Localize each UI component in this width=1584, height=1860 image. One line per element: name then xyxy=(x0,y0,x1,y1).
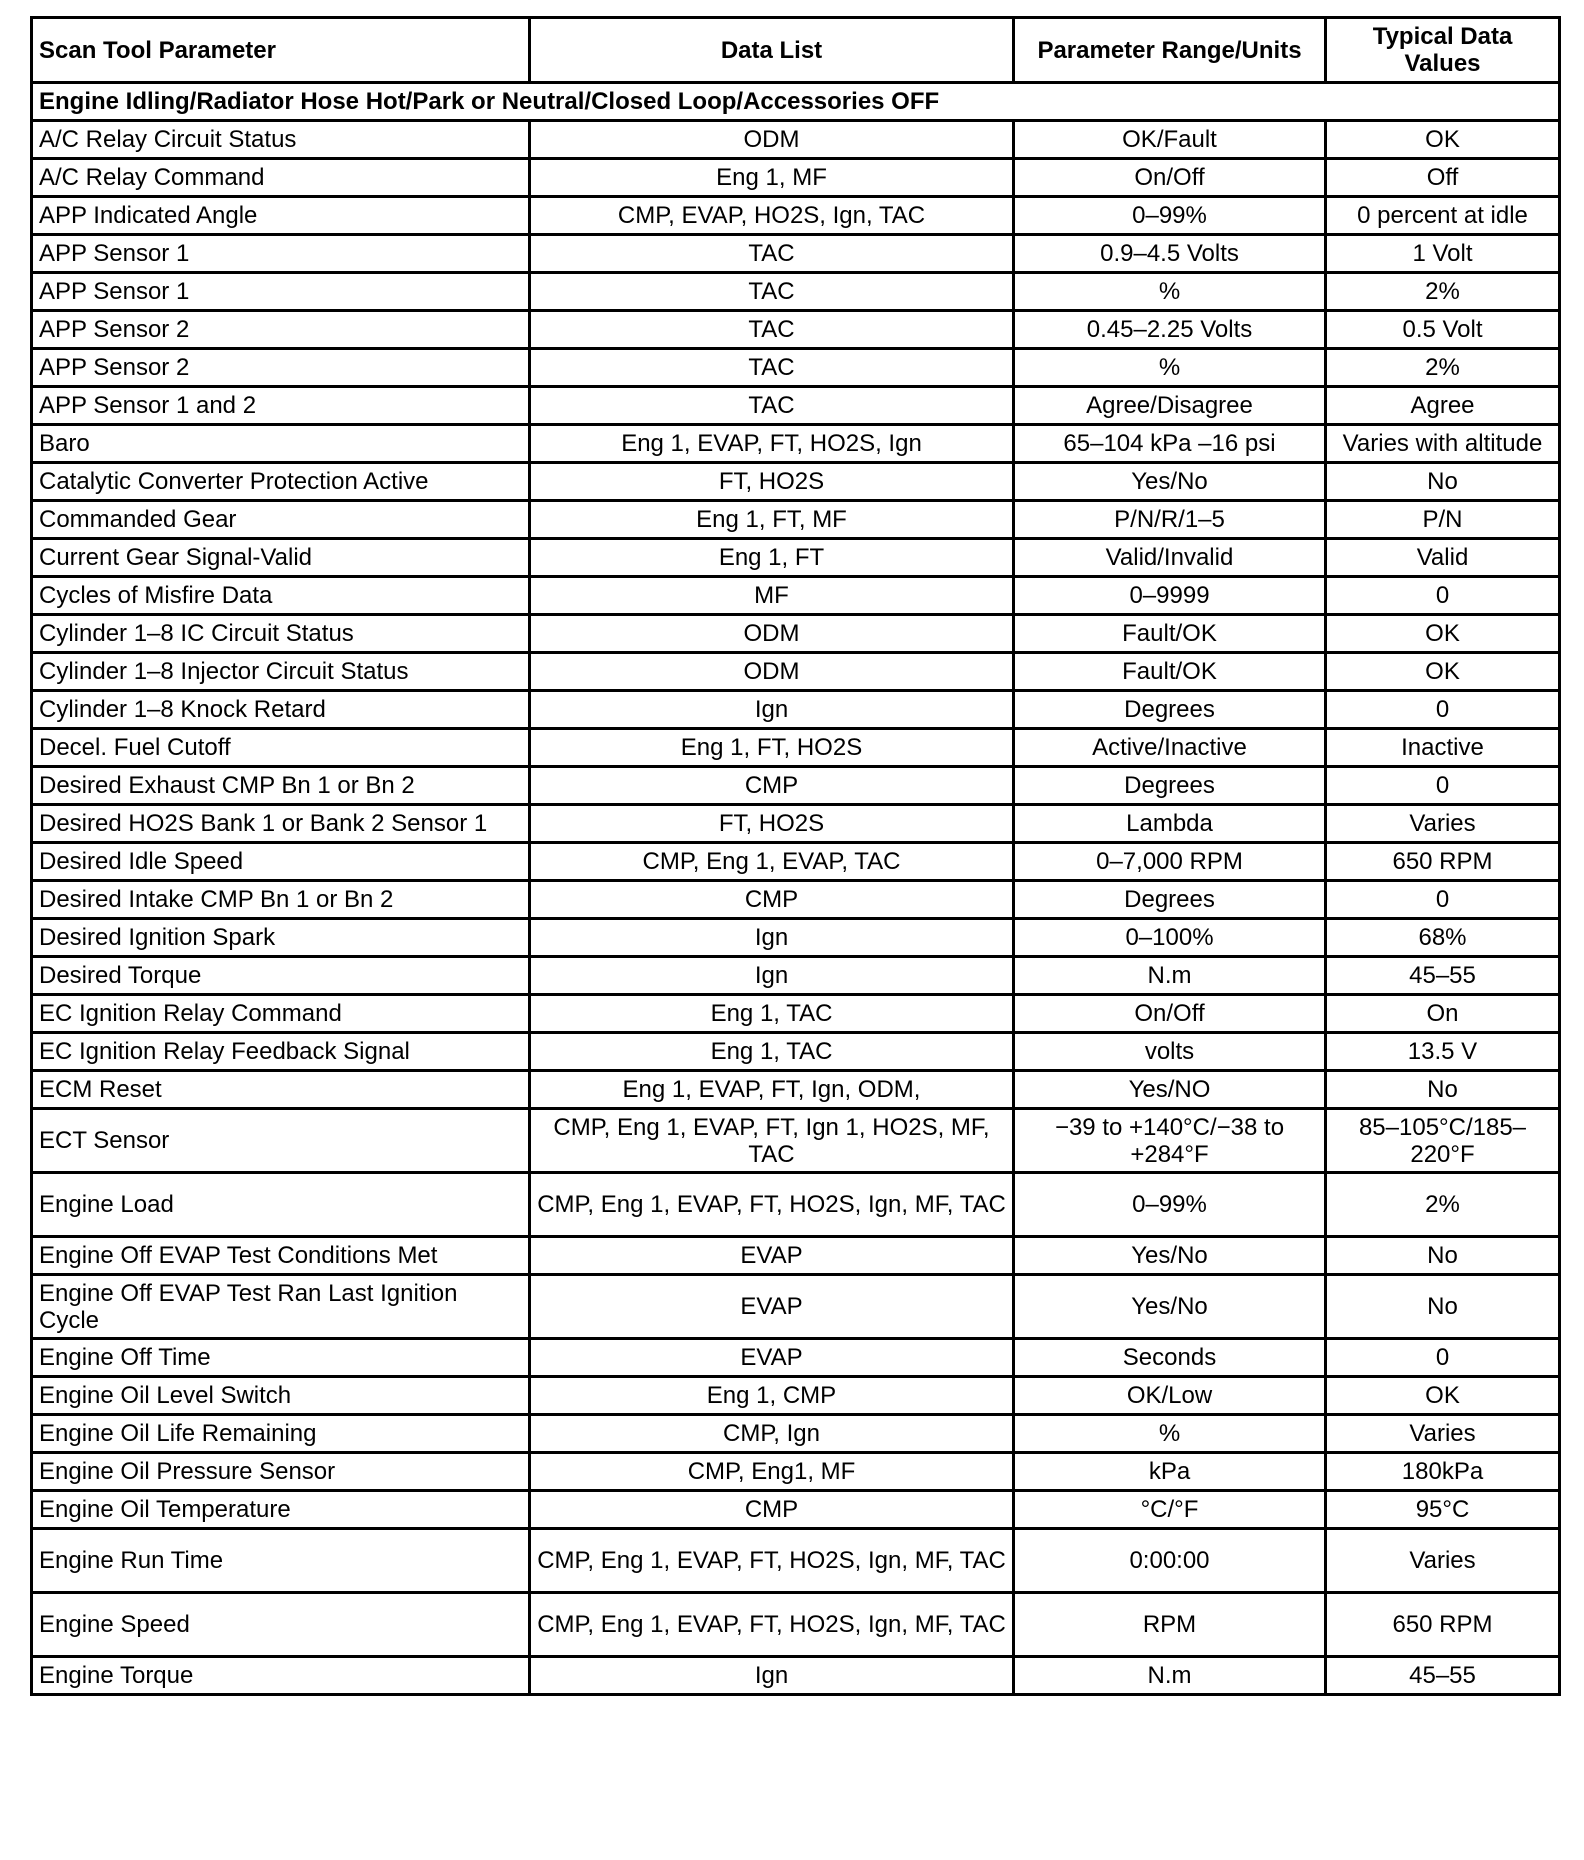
cell-parameter: Engine Oil Temperature xyxy=(32,1491,530,1529)
cell-data-list: CMP xyxy=(530,767,1014,805)
table-row xyxy=(32,273,1560,311)
cell-parameter: Engine Speed xyxy=(32,1593,530,1657)
cell-typical-value: 2% xyxy=(1326,1173,1560,1237)
table-row xyxy=(32,1657,1560,1695)
cell-typical-value: No xyxy=(1326,1237,1560,1275)
cell-data-list: FT, HO2S xyxy=(530,463,1014,501)
cell-range-units: 65–104 kPa –16 psi xyxy=(1014,425,1326,463)
table-row xyxy=(32,1033,1560,1071)
table-row xyxy=(32,539,1560,577)
cell-range-units: Fault/OK xyxy=(1014,653,1326,691)
cell-typical-value: Inactive xyxy=(1326,729,1560,767)
cell-data-list: EVAP xyxy=(530,1237,1014,1275)
cell-typical-value: No xyxy=(1326,1071,1560,1109)
table-row xyxy=(32,311,1560,349)
cell-typical-value: Varies xyxy=(1326,805,1560,843)
cell-typical-value: 180kPa xyxy=(1326,1453,1560,1491)
cell-range-units: kPa xyxy=(1014,1453,1326,1491)
cell-data-list: CMP, EVAP, HO2S, Ign, TAC xyxy=(530,197,1014,235)
cell-range-units: 0–99% xyxy=(1014,197,1326,235)
cell-parameter: Cylinder 1–8 IC Circuit Status xyxy=(32,615,530,653)
cell-parameter: APP Sensor 1 xyxy=(32,273,530,311)
cell-typical-value: Varies with altitude xyxy=(1326,425,1560,463)
cell-range-units: Degrees xyxy=(1014,767,1326,805)
cell-typical-value: 2% xyxy=(1326,273,1560,311)
cell-data-list: ODM xyxy=(530,615,1014,653)
cell-typical-value: No xyxy=(1326,463,1560,501)
scan-tool-data-table xyxy=(30,16,1561,1696)
cell-range-units: Degrees xyxy=(1014,691,1326,729)
cell-parameter: Cylinder 1–8 Injector Circuit Status xyxy=(32,653,530,691)
table-row xyxy=(32,577,1560,615)
condition-row xyxy=(32,83,1560,121)
table-row xyxy=(32,1593,1560,1657)
cell-parameter: Engine Torque xyxy=(32,1657,530,1695)
cell-parameter: Cycles of Misfire Data xyxy=(32,577,530,615)
cell-typical-value: 0 xyxy=(1326,577,1560,615)
cell-parameter: Engine Oil Pressure Sensor xyxy=(32,1453,530,1491)
header-row xyxy=(32,18,1560,83)
cell-parameter: EC Ignition Relay Command xyxy=(32,995,530,1033)
cell-data-list: ODM xyxy=(530,653,1014,691)
cell-parameter: APP Sensor 1 xyxy=(32,235,530,273)
header-typical-data-values: Typical Data Values xyxy=(1326,18,1560,83)
table-row xyxy=(32,197,1560,235)
cell-parameter: Desired Intake CMP Bn 1 or Bn 2 xyxy=(32,881,530,919)
cell-parameter: ECM Reset xyxy=(32,1071,530,1109)
cell-typical-value: OK xyxy=(1326,1377,1560,1415)
cell-parameter: Engine Off EVAP Test Conditions Met xyxy=(32,1237,530,1275)
cell-typical-value: Valid xyxy=(1326,539,1560,577)
cell-range-units: 0–7,000 RPM xyxy=(1014,843,1326,881)
cell-parameter: Desired HO2S Bank 1 or Bank 2 Sensor 1 xyxy=(32,805,530,843)
cell-typical-value: P/N xyxy=(1326,501,1560,539)
cell-range-units: 0.9–4.5 Volts xyxy=(1014,235,1326,273)
cell-parameter: Engine Oil Level Switch xyxy=(32,1377,530,1415)
table-row xyxy=(32,1237,1560,1275)
header-data-list: Data List xyxy=(530,18,1014,83)
table-row xyxy=(32,1071,1560,1109)
cell-parameter: Engine Load xyxy=(32,1173,530,1237)
cell-data-list: CMP, Ign xyxy=(530,1415,1014,1453)
cell-range-units: % xyxy=(1014,349,1326,387)
cell-range-units: On/Off xyxy=(1014,995,1326,1033)
cell-parameter: Engine Off Time xyxy=(32,1339,530,1377)
table-row xyxy=(32,235,1560,273)
cell-typical-value: OK xyxy=(1326,615,1560,653)
cell-typical-value: 650 RPM xyxy=(1326,1593,1560,1657)
cell-range-units: N.m xyxy=(1014,1657,1326,1695)
cell-typical-value: 0 xyxy=(1326,1339,1560,1377)
cell-data-list: Ign xyxy=(530,919,1014,957)
cell-parameter: Engine Run Time xyxy=(32,1529,530,1593)
cell-typical-value: 0.5 Volt xyxy=(1326,311,1560,349)
cell-typical-value: 95°C xyxy=(1326,1491,1560,1529)
cell-data-list: CMP, Eng 1, EVAP, TAC xyxy=(530,843,1014,881)
cell-data-list: Eng 1, TAC xyxy=(530,995,1014,1033)
cell-typical-value: 0 xyxy=(1326,691,1560,729)
cell-range-units: OK/Fault xyxy=(1014,121,1326,159)
cell-parameter: Decel. Fuel Cutoff xyxy=(32,729,530,767)
cell-parameter: Desired Exhaust CMP Bn 1 or Bn 2 xyxy=(32,767,530,805)
cell-range-units: P/N/R/1–5 xyxy=(1014,501,1326,539)
cell-range-units: Lambda xyxy=(1014,805,1326,843)
cell-data-list: CMP, Eng1, MF xyxy=(530,1453,1014,1491)
table-row xyxy=(32,425,1560,463)
cell-data-list: EVAP xyxy=(530,1275,1014,1339)
cell-range-units: 0–99% xyxy=(1014,1173,1326,1237)
table-row xyxy=(32,653,1560,691)
table-row xyxy=(32,995,1560,1033)
cell-range-units: 0:00:00 xyxy=(1014,1529,1326,1593)
cell-typical-value: Varies xyxy=(1326,1415,1560,1453)
cell-typical-value: 0 xyxy=(1326,881,1560,919)
cell-range-units: Yes/NO xyxy=(1014,1071,1326,1109)
cell-typical-value: Off xyxy=(1326,159,1560,197)
table-row xyxy=(32,1491,1560,1529)
cell-range-units: Degrees xyxy=(1014,881,1326,919)
cell-data-list: CMP xyxy=(530,1491,1014,1529)
cell-typical-value: On xyxy=(1326,995,1560,1033)
cell-parameter: Desired Ignition Spark xyxy=(32,919,530,957)
table-row xyxy=(32,691,1560,729)
cell-parameter: APP Indicated Angle xyxy=(32,197,530,235)
cell-data-list: TAC xyxy=(530,349,1014,387)
table-row xyxy=(32,387,1560,425)
table-row xyxy=(32,843,1560,881)
cell-range-units: OK/Low xyxy=(1014,1377,1326,1415)
header-scan-tool-parameter: Scan Tool Parameter xyxy=(32,18,530,83)
cell-data-list: TAC xyxy=(530,273,1014,311)
table-row xyxy=(32,1377,1560,1415)
cell-parameter: ECT Sensor xyxy=(32,1109,530,1173)
cell-range-units: °C/°F xyxy=(1014,1491,1326,1529)
cell-range-units: % xyxy=(1014,273,1326,311)
cell-data-list: Eng 1, FT xyxy=(530,539,1014,577)
cell-range-units: Seconds xyxy=(1014,1339,1326,1377)
cell-typical-value: OK xyxy=(1326,121,1560,159)
cell-parameter: Engine Oil Life Remaining xyxy=(32,1415,530,1453)
table-row xyxy=(32,919,1560,957)
cell-range-units: −39 to +140°C/−38 to +284°F xyxy=(1014,1109,1326,1173)
cell-data-list: Ign xyxy=(530,1657,1014,1695)
cell-typical-value: 68% xyxy=(1326,919,1560,957)
cell-data-list: Eng 1, CMP xyxy=(530,1377,1014,1415)
cell-typical-value: Agree xyxy=(1326,387,1560,425)
table-row xyxy=(32,729,1560,767)
cell-parameter: Commanded Gear xyxy=(32,501,530,539)
cell-typical-value: No xyxy=(1326,1275,1560,1339)
cell-range-units: % xyxy=(1014,1415,1326,1453)
table-row xyxy=(32,501,1560,539)
cell-typical-value: 650 RPM xyxy=(1326,843,1560,881)
cell-typical-value: 2% xyxy=(1326,349,1560,387)
table-row xyxy=(32,463,1560,501)
cell-data-list: Ign xyxy=(530,957,1014,995)
cell-data-list: TAC xyxy=(530,387,1014,425)
cell-data-list: Ign xyxy=(530,691,1014,729)
cell-parameter: APP Sensor 2 xyxy=(32,349,530,387)
cell-typical-value: 1 Volt xyxy=(1326,235,1560,273)
cell-data-list: CMP, Eng 1, EVAP, FT, HO2S, Ign, MF, TAC xyxy=(530,1593,1014,1657)
cell-range-units: On/Off xyxy=(1014,159,1326,197)
cell-parameter: APP Sensor 2 xyxy=(32,311,530,349)
cell-typical-value: 0 percent at idle xyxy=(1326,197,1560,235)
cell-parameter: Baro xyxy=(32,425,530,463)
table-row xyxy=(32,767,1560,805)
cell-typical-value: Varies xyxy=(1326,1529,1560,1593)
cell-range-units: Yes/No xyxy=(1014,1275,1326,1339)
cell-data-list: CMP xyxy=(530,881,1014,919)
table-row xyxy=(32,1415,1560,1453)
cell-data-list: Eng 1, EVAP, FT, HO2S, Ign xyxy=(530,425,1014,463)
cell-range-units: Agree/Disagree xyxy=(1014,387,1326,425)
cell-data-list: CMP, Eng 1, EVAP, FT, HO2S, Ign, MF, TAC xyxy=(530,1173,1014,1237)
cell-range-units: RPM xyxy=(1014,1593,1326,1657)
cell-range-units: N.m xyxy=(1014,957,1326,995)
cell-data-list: Eng 1, MF xyxy=(530,159,1014,197)
condition-text: Engine Idling/Radiator Hose Hot/Park or Neutral/Closed Loop/Accessories OFF xyxy=(32,83,1560,121)
cell-data-list: TAC xyxy=(530,311,1014,349)
cell-parameter: Desired Torque xyxy=(32,957,530,995)
table-row xyxy=(32,805,1560,843)
table-row xyxy=(32,1339,1560,1377)
cell-data-list: Eng 1, TAC xyxy=(530,1033,1014,1071)
cell-parameter: Cylinder 1–8 Knock Retard xyxy=(32,691,530,729)
cell-typical-value: OK xyxy=(1326,653,1560,691)
cell-range-units: 0–100% xyxy=(1014,919,1326,957)
cell-parameter: APP Sensor 1 and 2 xyxy=(32,387,530,425)
cell-parameter: Current Gear Signal-Valid xyxy=(32,539,530,577)
cell-typical-value: 45–55 xyxy=(1326,1657,1560,1695)
cell-parameter: A/C Relay Circuit Status xyxy=(32,121,530,159)
cell-data-list: Eng 1, EVAP, FT, Ign, ODM, xyxy=(530,1071,1014,1109)
cell-parameter: Desired Idle Speed xyxy=(32,843,530,881)
cell-parameter: Catalytic Converter Protection Active xyxy=(32,463,530,501)
table-row xyxy=(32,1453,1560,1491)
cell-data-list: Eng 1, FT, HO2S xyxy=(530,729,1014,767)
cell-data-list: MF xyxy=(530,577,1014,615)
cell-typical-value: 0 xyxy=(1326,767,1560,805)
cell-data-list: TAC xyxy=(530,235,1014,273)
cell-range-units: 0–9999 xyxy=(1014,577,1326,615)
cell-range-units: volts xyxy=(1014,1033,1326,1071)
table-row xyxy=(32,1173,1560,1237)
table-row xyxy=(32,1529,1560,1593)
cell-data-list: Eng 1, FT, MF xyxy=(530,501,1014,539)
cell-range-units: Fault/OK xyxy=(1014,615,1326,653)
table-row xyxy=(32,121,1560,159)
table-row xyxy=(32,349,1560,387)
table-row xyxy=(32,881,1560,919)
table-row xyxy=(32,1109,1560,1173)
cell-typical-value: 45–55 xyxy=(1326,957,1560,995)
table-row xyxy=(32,1275,1560,1339)
cell-parameter: A/C Relay Command xyxy=(32,159,530,197)
table-row xyxy=(32,615,1560,653)
cell-typical-value: 85–105°C/185–220°F xyxy=(1326,1109,1560,1173)
cell-data-list: CMP, Eng 1, EVAP, FT, HO2S, Ign, MF, TAC xyxy=(530,1529,1014,1593)
cell-data-list: CMP, Eng 1, EVAP, FT, Ign 1, HO2S, MF, TAC xyxy=(530,1109,1014,1173)
header-parameter-range-units: Parameter Range/Units xyxy=(1014,18,1326,83)
cell-data-list: FT, HO2S xyxy=(530,805,1014,843)
cell-data-list: ODM xyxy=(530,121,1014,159)
table-row xyxy=(32,159,1560,197)
cell-typical-value: 13.5 V xyxy=(1326,1033,1560,1071)
cell-range-units: Yes/No xyxy=(1014,463,1326,501)
cell-range-units: 0.45–2.25 Volts xyxy=(1014,311,1326,349)
cell-data-list: EVAP xyxy=(530,1339,1014,1377)
table-row xyxy=(32,957,1560,995)
cell-parameter: Engine Off EVAP Test Ran Last Ignition Cycle xyxy=(32,1275,530,1339)
cell-range-units: Active/Inactive xyxy=(1014,729,1326,767)
cell-range-units: Valid/Invalid xyxy=(1014,539,1326,577)
cell-range-units: Yes/No xyxy=(1014,1237,1326,1275)
cell-parameter: EC Ignition Relay Feedback Signal xyxy=(32,1033,530,1071)
